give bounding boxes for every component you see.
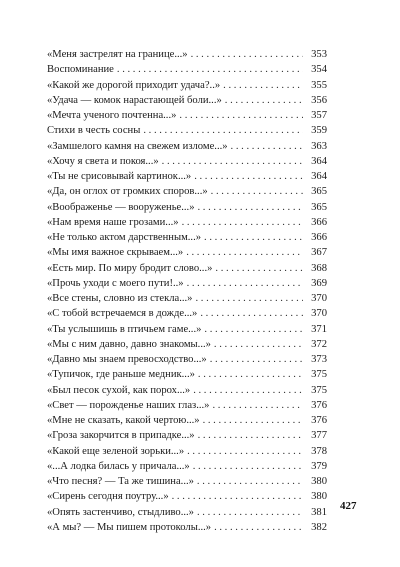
toc-entry (47, 245, 327, 260)
dot-leader (204, 230, 303, 245)
toc-entry (47, 78, 327, 93)
toc-entry (47, 108, 327, 123)
toc-entry (47, 505, 327, 520)
toc-entry (47, 367, 327, 382)
toc-entry (47, 428, 327, 443)
toc-entry-page: 375 (311, 369, 327, 381)
dot-leader (198, 200, 304, 215)
toc-entry (47, 489, 327, 504)
toc-entry (47, 306, 327, 321)
toc-entry (47, 276, 327, 291)
toc-entry (47, 93, 327, 108)
dot-leader (162, 154, 303, 169)
toc-entry-page: 380 (311, 491, 327, 503)
toc-entry-title: «Прочь уходи с моего пути!..» (47, 277, 184, 289)
toc-entry (47, 154, 327, 169)
dot-leader (143, 123, 303, 138)
toc-entry-page: 366 (311, 232, 327, 243)
toc-entry-title: «Воображенье — вооруженье...» (47, 201, 195, 213)
toc-entry-page: 365 (311, 186, 327, 198)
toc-entry (47, 47, 327, 62)
dot-leader (179, 108, 303, 123)
toc-entry-title: «Мечта ученого почтенна...» (47, 110, 177, 121)
dot-leader (214, 520, 303, 535)
dot-leader (197, 474, 303, 489)
dot-leader (211, 184, 303, 199)
dot-leader (223, 78, 303, 93)
toc-entry-title: «Тупичок, где раньше медник...» (47, 369, 195, 381)
dot-leader (191, 47, 303, 62)
toc-entry-title: «Мне не сказать, какой чертою...» (47, 415, 200, 426)
toc-entry (47, 169, 327, 184)
toc-entry (47, 413, 327, 428)
dot-leader (231, 139, 303, 154)
toc-entry-title: «Не только актом дарственным...» (47, 232, 202, 243)
toc-entry-page: 363 (311, 140, 327, 152)
toc-entry (47, 62, 327, 77)
toc-entry-page: 371 (311, 323, 327, 335)
toc-entry (47, 184, 327, 199)
toc-entry-title: «Опять застенчиво, стыдливо...» (47, 506, 194, 518)
toc-entry-page: 378 (311, 445, 327, 457)
toc-entry-title: «Что песня? — Та же тишина...» (47, 476, 194, 487)
toc-entry-title: «Какой же дорогой приходит удача?..» (47, 79, 221, 91)
dot-leader (200, 306, 303, 321)
toc-entry-page: 377 (311, 430, 327, 442)
dot-leader (187, 444, 303, 459)
dot-leader (197, 505, 303, 520)
toc-entry-title: «Нам время наше грозами...» (47, 216, 179, 228)
toc-entry (47, 398, 327, 413)
dot-leader (117, 62, 303, 77)
toc-entry (47, 322, 327, 337)
toc-entry-page: 376 (311, 399, 327, 411)
toc-entry-page: 380 (311, 476, 327, 487)
toc-entry-page: 379 (311, 460, 327, 472)
dot-leader (204, 322, 303, 337)
table-of-contents (47, 47, 327, 535)
toc-entry-title: «Был песок сухой, как порох...» (47, 384, 191, 396)
toc-entry-title: «Да, он оглох от громких споров...» (47, 186, 208, 198)
toc-entry (47, 337, 327, 352)
toc-entry-title: «Ты не срисовывай картинок...» (47, 171, 192, 182)
toc-entry-page: 364 (311, 155, 327, 167)
toc-entry-title: «Мы с ним давно, давно знакомы...» (47, 338, 211, 350)
toc-entry-page: 366 (311, 216, 327, 228)
toc-entry-page: 357 (311, 110, 327, 121)
toc-entry-page: 354 (311, 64, 327, 76)
toc-entry-page: 373 (311, 354, 327, 365)
toc-entry-title: «А мы? — Мы пишем протоколы...» (47, 521, 212, 533)
dot-leader (195, 291, 303, 306)
page-number: 427 (340, 500, 357, 512)
toc-entry-page: 370 (311, 293, 327, 304)
toc-entry (47, 261, 327, 276)
toc-entry (47, 383, 327, 398)
dot-leader (182, 215, 303, 230)
dot-leader (225, 93, 303, 108)
toc-entry-title: «Какой еще зеленой зорьки...» (47, 445, 185, 457)
dot-leader (210, 352, 303, 367)
toc-entry (47, 352, 327, 367)
toc-entry-title: Воспоминание (47, 64, 114, 76)
toc-entry (47, 139, 327, 154)
dot-leader (194, 169, 303, 184)
toc-entry-title: «...А лодка билась у причала...» (47, 460, 190, 472)
toc-entry-title: «Есть мир. По миру бродит слово...» (47, 262, 213, 274)
dot-leader (187, 276, 303, 291)
toc-entry-page: 364 (311, 171, 327, 182)
toc-entry (47, 291, 327, 306)
toc-entry-page: 359 (311, 125, 327, 137)
toc-entry-page: 372 (311, 338, 327, 350)
toc-entry (47, 123, 327, 138)
toc-entry-page: 355 (311, 79, 327, 91)
toc-entry-page: 365 (311, 201, 327, 213)
toc-entry-page: 375 (311, 384, 327, 396)
dot-leader (215, 261, 303, 276)
dot-leader (212, 398, 303, 413)
toc-entry (47, 230, 327, 245)
dot-leader (186, 245, 303, 260)
dot-leader (214, 337, 303, 352)
dot-leader (193, 459, 303, 474)
toc-entry-title: «Сирень сегодня поутру...» (47, 491, 169, 503)
toc-entry-title: «Давно мы знаем превосходство...» (47, 354, 207, 365)
toc-entry (47, 520, 327, 535)
toc-entry (47, 459, 327, 474)
toc-entry-title: «Удача — комок нарастающей боли...» (47, 94, 222, 106)
toc-entry-title: «С тобой встречаемся в дожде...» (47, 308, 198, 320)
dot-leader (198, 428, 303, 443)
toc-entry-page: 376 (311, 415, 327, 426)
toc-entry-page: 367 (311, 247, 327, 259)
dot-leader (172, 489, 303, 504)
toc-entry-title: «Свет — порожденье наших глаз...» (47, 399, 210, 411)
toc-entry-title: «Ты услышишь в птичьем гаме...» (47, 323, 202, 335)
toc-entry-title: Стихи в честь сосны (47, 125, 141, 137)
toc-entry (47, 474, 327, 489)
toc-entry-page: 370 (311, 308, 327, 320)
toc-list (47, 47, 327, 535)
toc-entry-page: 381 (311, 506, 327, 518)
toc-entry-page: 368 (311, 262, 327, 274)
toc-entry-title: «Хочу я света и покоя...» (47, 155, 159, 167)
toc-entry (47, 200, 327, 215)
toc-entry-page: 356 (311, 94, 327, 106)
toc-entry-title: «Мы имя важное скрываем...» (47, 247, 184, 259)
toc-entry-page: 369 (311, 277, 327, 289)
toc-entry-title: «Все стены, словно из стекла...» (47, 293, 193, 304)
toc-entry-title: «Гроза закорчится в припадке...» (47, 430, 195, 442)
toc-entry-title: «Замшелого камня на свежем изломе...» (47, 140, 228, 152)
toc-entry (47, 444, 327, 459)
dot-leader (198, 367, 303, 382)
toc-entry-page: 382 (311, 521, 327, 533)
toc-entry-page: 353 (311, 49, 327, 60)
toc-entry-title: «Меня застрелят на границе...» (47, 49, 188, 60)
dot-leader (193, 383, 303, 398)
toc-entry (47, 215, 327, 230)
dot-leader (203, 413, 303, 428)
